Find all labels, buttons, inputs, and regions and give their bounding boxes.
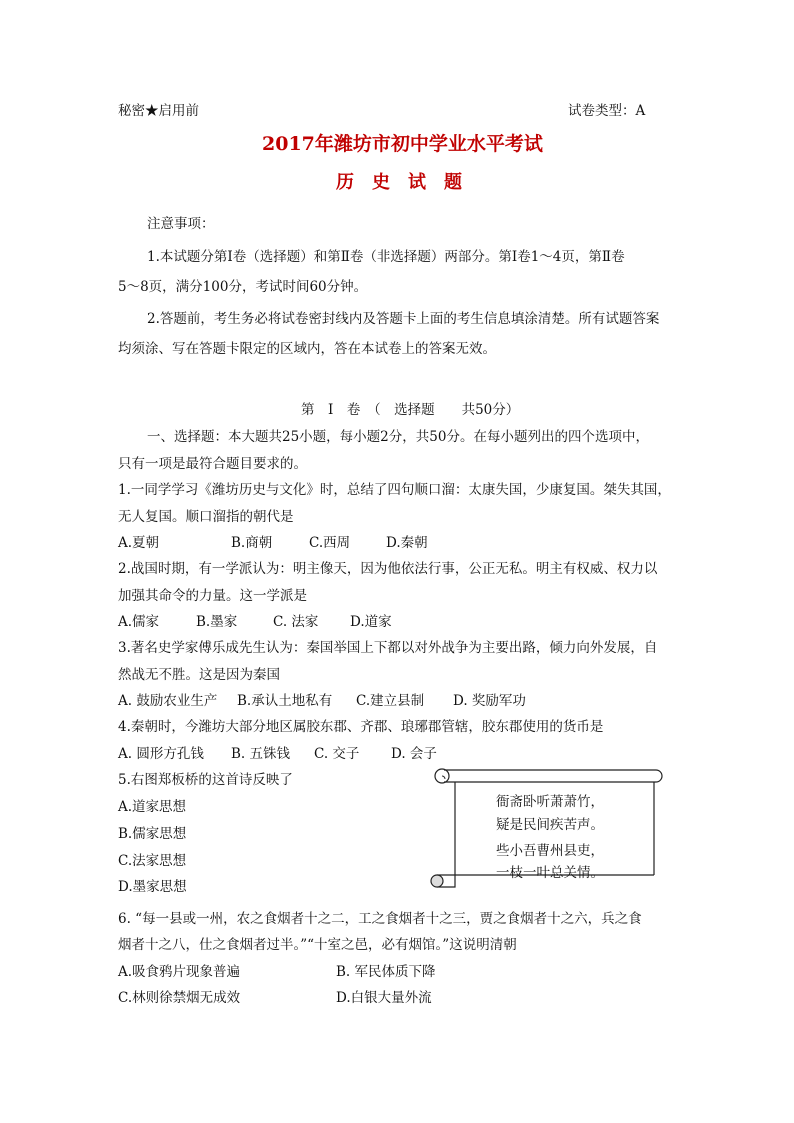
note-2a: 2.答题前，考生务必将试卷密封线内及答题卡上面的考生信息填涂清楚。所有试题答案 (147, 311, 660, 327)
note-1a: 1.本试题分第Ⅰ卷（选择题）和第Ⅱ卷（非选择题）两部分。第Ⅰ卷1～4页，第Ⅱ卷 (147, 249, 625, 265)
q2-option-a: A.儒家 (118, 614, 160, 630)
q3-option-a: A. 鼓励农业生产 (118, 693, 218, 709)
exam-title: 2017年潍坊市初中学业水平考试 (262, 133, 543, 155)
q6-option-b: B. 军民体质下降 (336, 964, 436, 980)
poem-line-1: 衙斋卧听萧萧竹， (496, 794, 604, 810)
q1-option-c: C.西周 (309, 535, 351, 551)
q5-text-a: 5.右图郑板桥的这首诗反映了 (118, 772, 293, 788)
q4-option-a: A. 圆形方孔钱 (118, 746, 204, 762)
q5-option-d: D.墨家思想 (118, 879, 187, 895)
poem-line-4: 一枝一叶总关情。 (496, 865, 604, 881)
q6-option-c: C.林则徐禁烟无成效 (118, 990, 241, 1006)
q6-option-a: A.吸食鸦片现象普遍 (118, 964, 241, 980)
q3-text-a: 3.著名史学家傅乐成先生认为：秦国举国上下都以对外战争为主要出路，倾力向外发展，自 (118, 640, 658, 656)
poem-line-2: 疑是民间疾苦声。 (496, 817, 604, 833)
q1-option-b: B.商朝 (231, 535, 273, 551)
q3-option-d: D. 奖励军功 (453, 693, 526, 709)
q4-option-b: B. 五铢钱 (231, 746, 291, 762)
q3-option-b: B.承认土地私有 (237, 693, 333, 709)
q2-option-b: B.墨家 (196, 614, 238, 630)
q5-option-b: B.儒家思想 (118, 826, 187, 842)
q3-option-c: C.建立县制 (356, 693, 425, 709)
note-2b: 均须涂、写在答题卡限定的区域内，答在本试卷上的答案无效。 (118, 341, 496, 357)
q5-option-c: C.法家思想 (118, 853, 187, 869)
q5-option-a: A.道家思想 (118, 799, 187, 815)
poem-line-3: 些小吾曹州县吏， (496, 843, 604, 859)
q6-text-a: 6. “每一县或一州，农之食烟者十之二，工之食烟者十之三，贾之食烟者十之六，兵之食 (118, 911, 642, 927)
section-intro-a: 一、选择题：本大题共25小题，每小题2分，共50分。在每小题列出的四个选项中， (147, 429, 649, 445)
section-title: 第 Ⅰ 卷 （ 选择题 共50分） (301, 402, 520, 418)
poem-scroll (424, 767, 664, 892)
q4-text-a: 4.秦朝时，今潍坊大部分地区属胶东郡、齐郡、琅琊郡管辖，胶东郡使用的货币是 (118, 719, 604, 735)
q4-option-d: D. 会子 (391, 746, 437, 762)
q1-option-d: D.秦朝 (386, 535, 428, 551)
q2-text-b: 加强其命令的力量。这一学派是 (118, 588, 307, 604)
exam-subtitle: 历 史 试 题 (336, 172, 462, 193)
header-right: 试卷类型：A (568, 103, 646, 119)
q1-option-a: A.夏朝 (118, 535, 160, 551)
q3-text-b: 然战无不胜。这是因为秦国 (118, 667, 280, 683)
q2-option-d: D.道家 (350, 614, 392, 630)
header-left: 秘密★启用前 (118, 103, 199, 119)
section-intro-b: 只有一项是最符合题目要求的。 (118, 456, 307, 472)
q6-text-b: 烟者十之八，仕之食烟者过半。”“十室之邑，必有烟馆。”这说明清朝 (118, 937, 517, 953)
notes-heading: 注意事项： (147, 216, 215, 232)
q4-option-c: C. 交子 (314, 746, 360, 762)
q1-text-a: 1.一同学学习《潍坊历史与文化》时，总结了四句顺口溜：太康失国，少康复国。桀失其国， (118, 482, 671, 498)
q2-text-a: 2.战国时期，有一学派认为：明主像天，因为他依法行事，公正无私。明主有权威、权力以 (118, 561, 658, 577)
q2-option-c: C. 法家 (273, 614, 319, 630)
q6-option-d: D.白银大量外流 (336, 990, 432, 1006)
note-1b: 5～8页，满分100分，考试时间60分钟。 (118, 279, 368, 295)
q1-text-b: 无人复国。顺口溜指的朝代是 (118, 509, 294, 525)
